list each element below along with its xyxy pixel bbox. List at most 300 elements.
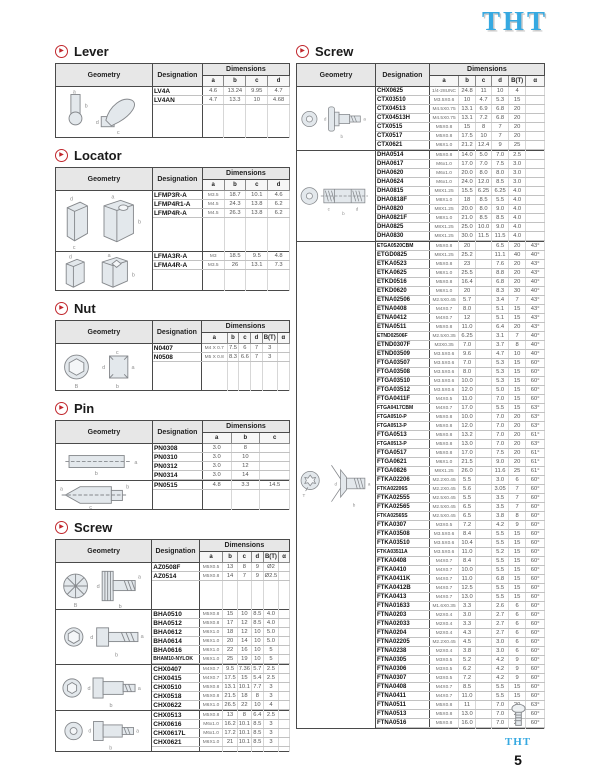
svg-text:b: b — [108, 745, 112, 751]
value-cell: M4.5X0.75 — [429, 114, 458, 123]
value-cell: 21.5 — [459, 458, 476, 467]
geometry-cell — [56, 481, 153, 510]
value-cell: 4.0 — [263, 610, 279, 619]
value-cell: 5.5 — [492, 593, 509, 602]
value-cell: 8.3 — [228, 354, 237, 360]
value-cell: 24.8 — [459, 87, 476, 96]
value-cell: 4 — [263, 701, 279, 710]
parts-table — [55, 420, 290, 510]
svg-text:b: b — [137, 218, 142, 225]
designation-cell: FTGA0411F — [376, 395, 430, 404]
value-cell: 60° — [526, 638, 545, 647]
value-cell: 11.0 — [459, 692, 476, 701]
value-cell: M6X1.0 — [199, 701, 223, 710]
designation-cell: CHX0518 — [152, 692, 199, 701]
parts-table — [55, 63, 290, 138]
value-cell: 8.5 — [492, 178, 509, 187]
value-cell — [475, 692, 492, 701]
value-cell: 6.8 — [492, 575, 509, 584]
value-cell: 8.4 — [459, 530, 476, 539]
value-cell: M3.5X0.6 — [429, 539, 458, 548]
value-cell — [475, 512, 492, 521]
dim-col-header: a — [201, 333, 227, 344]
value-cell: 5.3 — [492, 377, 509, 386]
dim-col-header: α — [277, 333, 289, 344]
value-cell: 4.8 — [202, 481, 231, 490]
value-cell — [475, 404, 492, 413]
value-cell: 9 — [508, 665, 525, 674]
svg-text:a: a — [59, 486, 63, 493]
designation-cell: FTGA0513-P — [376, 440, 430, 449]
designation-cell: ETGD0825 — [376, 251, 430, 260]
value-cell: 20 — [508, 323, 525, 332]
dim-col-header: c — [246, 180, 268, 191]
value-cell: 5.3 — [492, 96, 509, 105]
svg-text:c: c — [116, 130, 120, 135]
dim-col-header: B(T) — [262, 333, 277, 344]
designation-cell: FTNA0203 — [376, 611, 430, 620]
value-cell: 2.5 — [263, 674, 279, 683]
value-cell: 6.2 — [268, 209, 290, 218]
value-cell: 15 — [508, 404, 525, 413]
value-cell: 10.0 — [459, 566, 476, 575]
value-cell: 5.0 — [475, 151, 492, 160]
table-row — [56, 711, 290, 720]
value-cell: 2.6 — [492, 602, 509, 611]
dimensions-header: Dimensions — [429, 64, 544, 76]
value-cell — [526, 232, 545, 241]
screw-drawing — [58, 615, 150, 659]
designation-cell: FTGA03512 — [376, 386, 430, 395]
designation-cell: BHA0510 — [152, 610, 199, 619]
value-cell: M2.5X0.45 — [429, 494, 458, 503]
value-cell: 15 — [508, 395, 525, 404]
dim-col-header: b — [459, 76, 476, 87]
value-cell — [475, 530, 492, 539]
value-cell — [475, 638, 492, 647]
value-cell: 7 — [251, 344, 262, 353]
value-cell: 15 — [508, 96, 525, 105]
value-cell: 43° — [526, 296, 545, 305]
value-cell: 14 — [223, 572, 237, 581]
value-cell: M5X0.8 — [199, 572, 223, 581]
value-cell — [277, 344, 289, 353]
value-cell: 5.2 — [492, 548, 509, 557]
value-cell: 5.5 — [492, 692, 509, 701]
svg-text:b: b — [352, 502, 356, 508]
screw-drawing — [58, 711, 150, 751]
value-cell: M2X0.4 — [429, 620, 458, 629]
value-cell: 24.3 — [224, 200, 246, 209]
value-cell: 40° — [526, 251, 545, 260]
designation-header: Designation — [376, 64, 430, 87]
value-cell: 11.5 — [492, 232, 509, 241]
value-cell: 15 — [508, 575, 525, 584]
value-cell: 4.0 — [508, 223, 525, 232]
pin-drawing — [58, 481, 150, 509]
value-cell: M5X0.8 — [429, 710, 458, 719]
value-cell: 20 — [223, 637, 237, 646]
value-cell: M3.5X0.6 — [429, 350, 458, 359]
value-cell: 6.2 — [268, 200, 290, 209]
dimensions-header: Dimensions — [202, 421, 289, 433]
value-cell: 3.0 — [202, 462, 231, 471]
value-cell — [279, 674, 290, 683]
value-cell: 9 — [252, 563, 264, 572]
value-cell: M5X0.8 — [429, 422, 458, 431]
value-cell: 12.0 — [459, 422, 476, 431]
designation-cell: ETND0307F — [376, 341, 430, 350]
section-heading — [55, 520, 290, 534]
value-cell: 20 — [508, 123, 525, 132]
value-cell — [475, 458, 492, 467]
section-heading — [55, 401, 290, 415]
value-cell: M6x1.0 — [429, 160, 458, 169]
value-cell: 60° — [526, 611, 545, 620]
value-cell: 4.6 — [268, 191, 290, 200]
designation-header: Designation — [152, 64, 202, 87]
value-cell: 13.1 — [224, 684, 236, 690]
dim-col-header: d — [251, 333, 262, 344]
designation-cell: FTNA02205 — [376, 638, 430, 647]
value-cell: 4 — [508, 87, 525, 96]
value-cell: 63° — [526, 413, 545, 422]
designation-cell: FTNA01633 — [376, 602, 430, 611]
value-cell: 13.1 — [459, 114, 476, 123]
designation-header: Designation — [152, 421, 202, 444]
value-cell — [526, 187, 545, 196]
value-cell: 10 — [252, 628, 264, 637]
value-cell: M3X0.5 — [429, 656, 458, 665]
designation-cell: DHA0815 — [376, 187, 430, 196]
designation-cell: FTKA0410 — [376, 566, 430, 575]
value-cell: M5X0.8 — [429, 123, 458, 132]
geometry-header: Geometry — [56, 64, 153, 87]
svg-text:b: b — [131, 272, 135, 279]
value-cell: 20 — [508, 458, 525, 467]
value-cell: M4.5 — [202, 209, 224, 218]
value-cell — [277, 353, 289, 362]
dim-col-header: α — [279, 552, 290, 563]
value-cell — [475, 566, 492, 575]
value-cell: M3X0.5 — [429, 665, 458, 674]
value-cell: M5X0.8 — [199, 683, 223, 692]
value-cell: M4X0.7 — [429, 692, 458, 701]
designation-cell: FTGA0513 — [376, 431, 430, 440]
value-cell: 14 — [237, 637, 251, 646]
value-cell: 3.7 — [492, 341, 509, 350]
right-column — [296, 44, 545, 739]
value-cell: 60° — [526, 593, 545, 602]
value-cell: M6x1.0 — [199, 729, 223, 738]
dim-col-header: a — [429, 76, 458, 87]
value-cell: 20 — [508, 114, 525, 123]
screw-drawing — [298, 93, 374, 145]
section-heading — [55, 44, 290, 58]
value-cell: 7.5 — [492, 449, 509, 458]
designation-cell: ETKA0523 — [376, 260, 430, 269]
dim-col-header: a — [199, 552, 223, 563]
value-cell: 5.0 — [263, 637, 279, 646]
designation-cell: DHA0617 — [376, 160, 430, 169]
designation-cell: PN0314 — [152, 471, 202, 480]
value-cell — [526, 87, 545, 96]
page-number: 5 — [514, 752, 522, 768]
designation-cell: FTKA0408 — [376, 557, 430, 566]
dim-col-header: d — [268, 180, 290, 191]
svg-text:d: d — [323, 116, 327, 122]
value-cell: 18.7 — [224, 191, 246, 200]
svg-text:a: a — [72, 89, 76, 96]
value-cell: 17.2 — [224, 730, 236, 736]
value-cell: 10 — [252, 701, 264, 710]
designation-cell: DHA0821F — [376, 214, 430, 223]
value-cell: M3 — [202, 252, 224, 261]
value-cell: M3.5X0.6 — [429, 368, 458, 377]
value-cell: 8.5 — [492, 214, 509, 223]
svg-text:a: a — [137, 685, 141, 692]
value-cell: 7.5 — [228, 345, 237, 351]
nut-drawing — [58, 345, 150, 389]
designation-header: Designation — [152, 168, 202, 191]
value-cell: M6X1.0 — [429, 141, 458, 150]
value-cell — [475, 305, 492, 314]
value-cell: 4.5 — [459, 638, 476, 647]
value-cell: 3.0 — [508, 160, 525, 169]
svg-text:d: d — [96, 583, 100, 590]
value-cell — [279, 711, 290, 720]
value-cell: 9.0 — [492, 205, 509, 214]
value-cell: 6 — [508, 476, 525, 485]
value-cell: 63° — [526, 701, 545, 710]
value-cell: 6.8 — [492, 278, 509, 287]
value-cell: 30.0 — [459, 232, 476, 241]
value-cell: 5.3 — [492, 368, 509, 377]
value-cell: 2.7 — [492, 620, 509, 629]
table-row — [56, 665, 290, 674]
value-cell — [475, 539, 492, 548]
designation-cell: LV4A — [152, 87, 202, 96]
value-cell: 60° — [526, 494, 545, 503]
value-cell: 17.5 — [459, 132, 476, 141]
value-cell: 15 — [508, 683, 525, 692]
value-cell: 9 — [508, 674, 525, 683]
svg-text:a: a — [367, 481, 371, 487]
designation-cell: FTKA03510 — [376, 539, 430, 548]
value-cell: 7.2 — [475, 114, 492, 123]
value-cell: 13.1 — [459, 105, 476, 114]
value-cell: 5.0 — [492, 386, 509, 395]
value-cell: M4X0.7 — [429, 683, 458, 692]
value-cell: 11 — [459, 701, 476, 710]
value-cell: M4X0.7 — [199, 674, 223, 683]
svg-text:d: d — [87, 685, 91, 692]
designation-cell: ETKD0620 — [376, 287, 430, 296]
value-cell: 6.5 — [459, 512, 476, 521]
value-cell: 5.5 — [459, 494, 476, 503]
value-cell: 60° — [526, 539, 545, 548]
designation-cell: CHX0415 — [152, 674, 199, 683]
value-cell: 4.0 — [508, 214, 525, 223]
value-cell — [279, 738, 290, 747]
value-cell: M5X0.8 — [429, 323, 458, 332]
designation-cell: CHX0616 — [152, 720, 199, 729]
value-cell — [475, 620, 492, 629]
value-cell: 7.0 — [459, 341, 476, 350]
value-cell: 43° — [526, 269, 545, 278]
designation-cell: ETNA0412 — [376, 314, 430, 323]
value-cell: M6X1.0 — [199, 637, 223, 646]
value-cell — [279, 572, 290, 581]
designation-cell: LV4AN — [152, 96, 202, 105]
table-row — [56, 481, 290, 490]
designation-cell: FTNA0238 — [376, 647, 430, 656]
designation-cell: FTGA0826 — [376, 467, 430, 476]
value-cell: 5.5 — [492, 557, 509, 566]
value-cell: 11.6 — [492, 467, 509, 476]
value-cell: 9 — [252, 572, 264, 581]
value-cell: 17.0 — [459, 404, 476, 413]
value-cell: 8 — [475, 123, 492, 132]
svg-text:d: d — [89, 634, 93, 641]
value-cell: 12 — [237, 619, 251, 628]
value-cell: 4.0 — [508, 232, 525, 241]
value-cell: 60° — [526, 521, 545, 530]
value-cell: 3.0 — [459, 611, 476, 620]
svg-text:a: a — [137, 574, 141, 581]
svg-text:b: b — [118, 604, 122, 608]
value-cell: 7 — [251, 353, 262, 362]
value-cell: 12 — [459, 314, 476, 323]
section-bullet-icon: ▶ — [296, 45, 309, 58]
value-cell — [475, 359, 492, 368]
value-cell: 8 — [508, 512, 525, 521]
value-cell — [526, 151, 545, 160]
dim-col-header: d — [268, 76, 290, 87]
table-row — [56, 610, 290, 619]
value-cell: Ø2.5 — [264, 573, 278, 579]
value-cell: 63° — [526, 440, 545, 449]
value-cell: 11 — [475, 87, 492, 96]
value-cell: 6 — [508, 602, 525, 611]
value-cell: 6.4 — [492, 323, 509, 332]
designation-cell: ETKA0625 — [376, 269, 430, 278]
value-cell: 12 — [231, 462, 260, 471]
value-cell: 26.5 — [224, 702, 236, 708]
lever-drawing — [58, 89, 150, 135]
value-cell: Ø2 — [263, 563, 279, 572]
value-cell: M5X0.5 — [199, 563, 223, 572]
value-cell: 7.2 — [459, 521, 476, 530]
designation-cell: FTNA0513 — [376, 710, 430, 719]
value-cell: 12.0 — [459, 386, 476, 395]
value-cell: M2.5X0.45 — [429, 296, 458, 305]
value-cell: 3 — [263, 683, 279, 692]
value-cell: 25.2 — [459, 251, 476, 260]
designation-cell: PN0515 — [152, 481, 202, 490]
value-cell — [526, 196, 545, 205]
value-cell: 4.2 — [492, 665, 509, 674]
svg-text:a: a — [131, 364, 135, 371]
designation-cell: ETND03509 — [376, 350, 430, 359]
value-cell: 25.5 — [459, 269, 476, 278]
value-cell: 4.8 — [268, 252, 290, 261]
value-cell — [475, 683, 492, 692]
value-cell: 3.8 — [459, 647, 476, 656]
value-cell — [279, 683, 290, 692]
value-cell: 8.0 — [459, 368, 476, 377]
value-cell: M3.5 — [202, 191, 224, 200]
value-cell: 6 — [508, 629, 525, 638]
value-cell: 4.0 — [263, 619, 279, 628]
value-cell: 4.3 — [459, 629, 476, 638]
value-cell: 18 — [459, 196, 476, 205]
section-screw-5 — [296, 44, 545, 729]
value-cell: 11.0 — [459, 548, 476, 557]
svg-text:b: b — [114, 652, 118, 659]
value-cell — [279, 701, 290, 710]
value-cell: 20 — [508, 278, 525, 287]
value-cell: 4.0 — [508, 205, 525, 214]
svg-text:B: B — [73, 603, 78, 608]
value-cell: 23 — [459, 260, 476, 269]
value-cell: 6 — [239, 344, 251, 353]
value-cell: 10 — [231, 453, 260, 462]
value-cell: 2.5 — [508, 151, 525, 160]
value-cell: 3.0 — [202, 453, 231, 462]
dim-col-header: b — [231, 433, 260, 444]
value-cell: 4.2 — [492, 656, 509, 665]
value-cell: 60° — [526, 602, 545, 611]
value-cell: 9 — [492, 141, 509, 150]
value-cell: 7.0 — [492, 701, 509, 710]
value-cell: 60° — [526, 656, 545, 665]
value-cell: 20 — [508, 260, 525, 269]
designation-cell: N0508 — [152, 353, 201, 362]
value-cell — [475, 251, 492, 260]
designation-cell: N0407 — [152, 344, 201, 353]
geometry-cell — [56, 252, 153, 291]
dim-col-header: a — [202, 433, 231, 444]
value-cell: M4X0.7 — [429, 305, 458, 314]
designation-cell: FTNA0511 — [376, 701, 430, 710]
value-cell: M3.5X0.6 — [429, 359, 458, 368]
value-cell: 60° — [526, 377, 545, 386]
designation-cell: ETNA02506 — [376, 296, 430, 305]
designation-cell: CHX0622 — [152, 701, 199, 710]
value-cell: 26 — [224, 261, 246, 270]
value-cell: 12 — [237, 628, 251, 637]
svg-text:b: b — [126, 484, 130, 491]
value-cell: M2X0.4 — [429, 611, 458, 620]
value-cell: 20 — [508, 422, 525, 431]
value-cell: M4X0.7 — [199, 665, 223, 674]
value-cell — [526, 160, 545, 169]
value-cell: M5X0.8 — [199, 610, 223, 619]
value-cell: 17.0 — [459, 449, 476, 458]
value-cell: 13.8 — [246, 209, 268, 218]
svg-text:a: a — [134, 459, 138, 466]
value-cell: 7.0 — [475, 160, 492, 169]
value-cell: 4.2 — [492, 521, 509, 530]
value-cell: M6x1.0 — [429, 169, 458, 178]
value-cell: 3.0 — [508, 169, 525, 178]
value-cell: 15 — [508, 548, 525, 557]
designation-cell: FTNA0411 — [376, 692, 430, 701]
value-cell: 19 — [237, 655, 251, 664]
value-cell: 5.1 — [492, 305, 509, 314]
value-cell: 6.25 — [492, 187, 509, 196]
